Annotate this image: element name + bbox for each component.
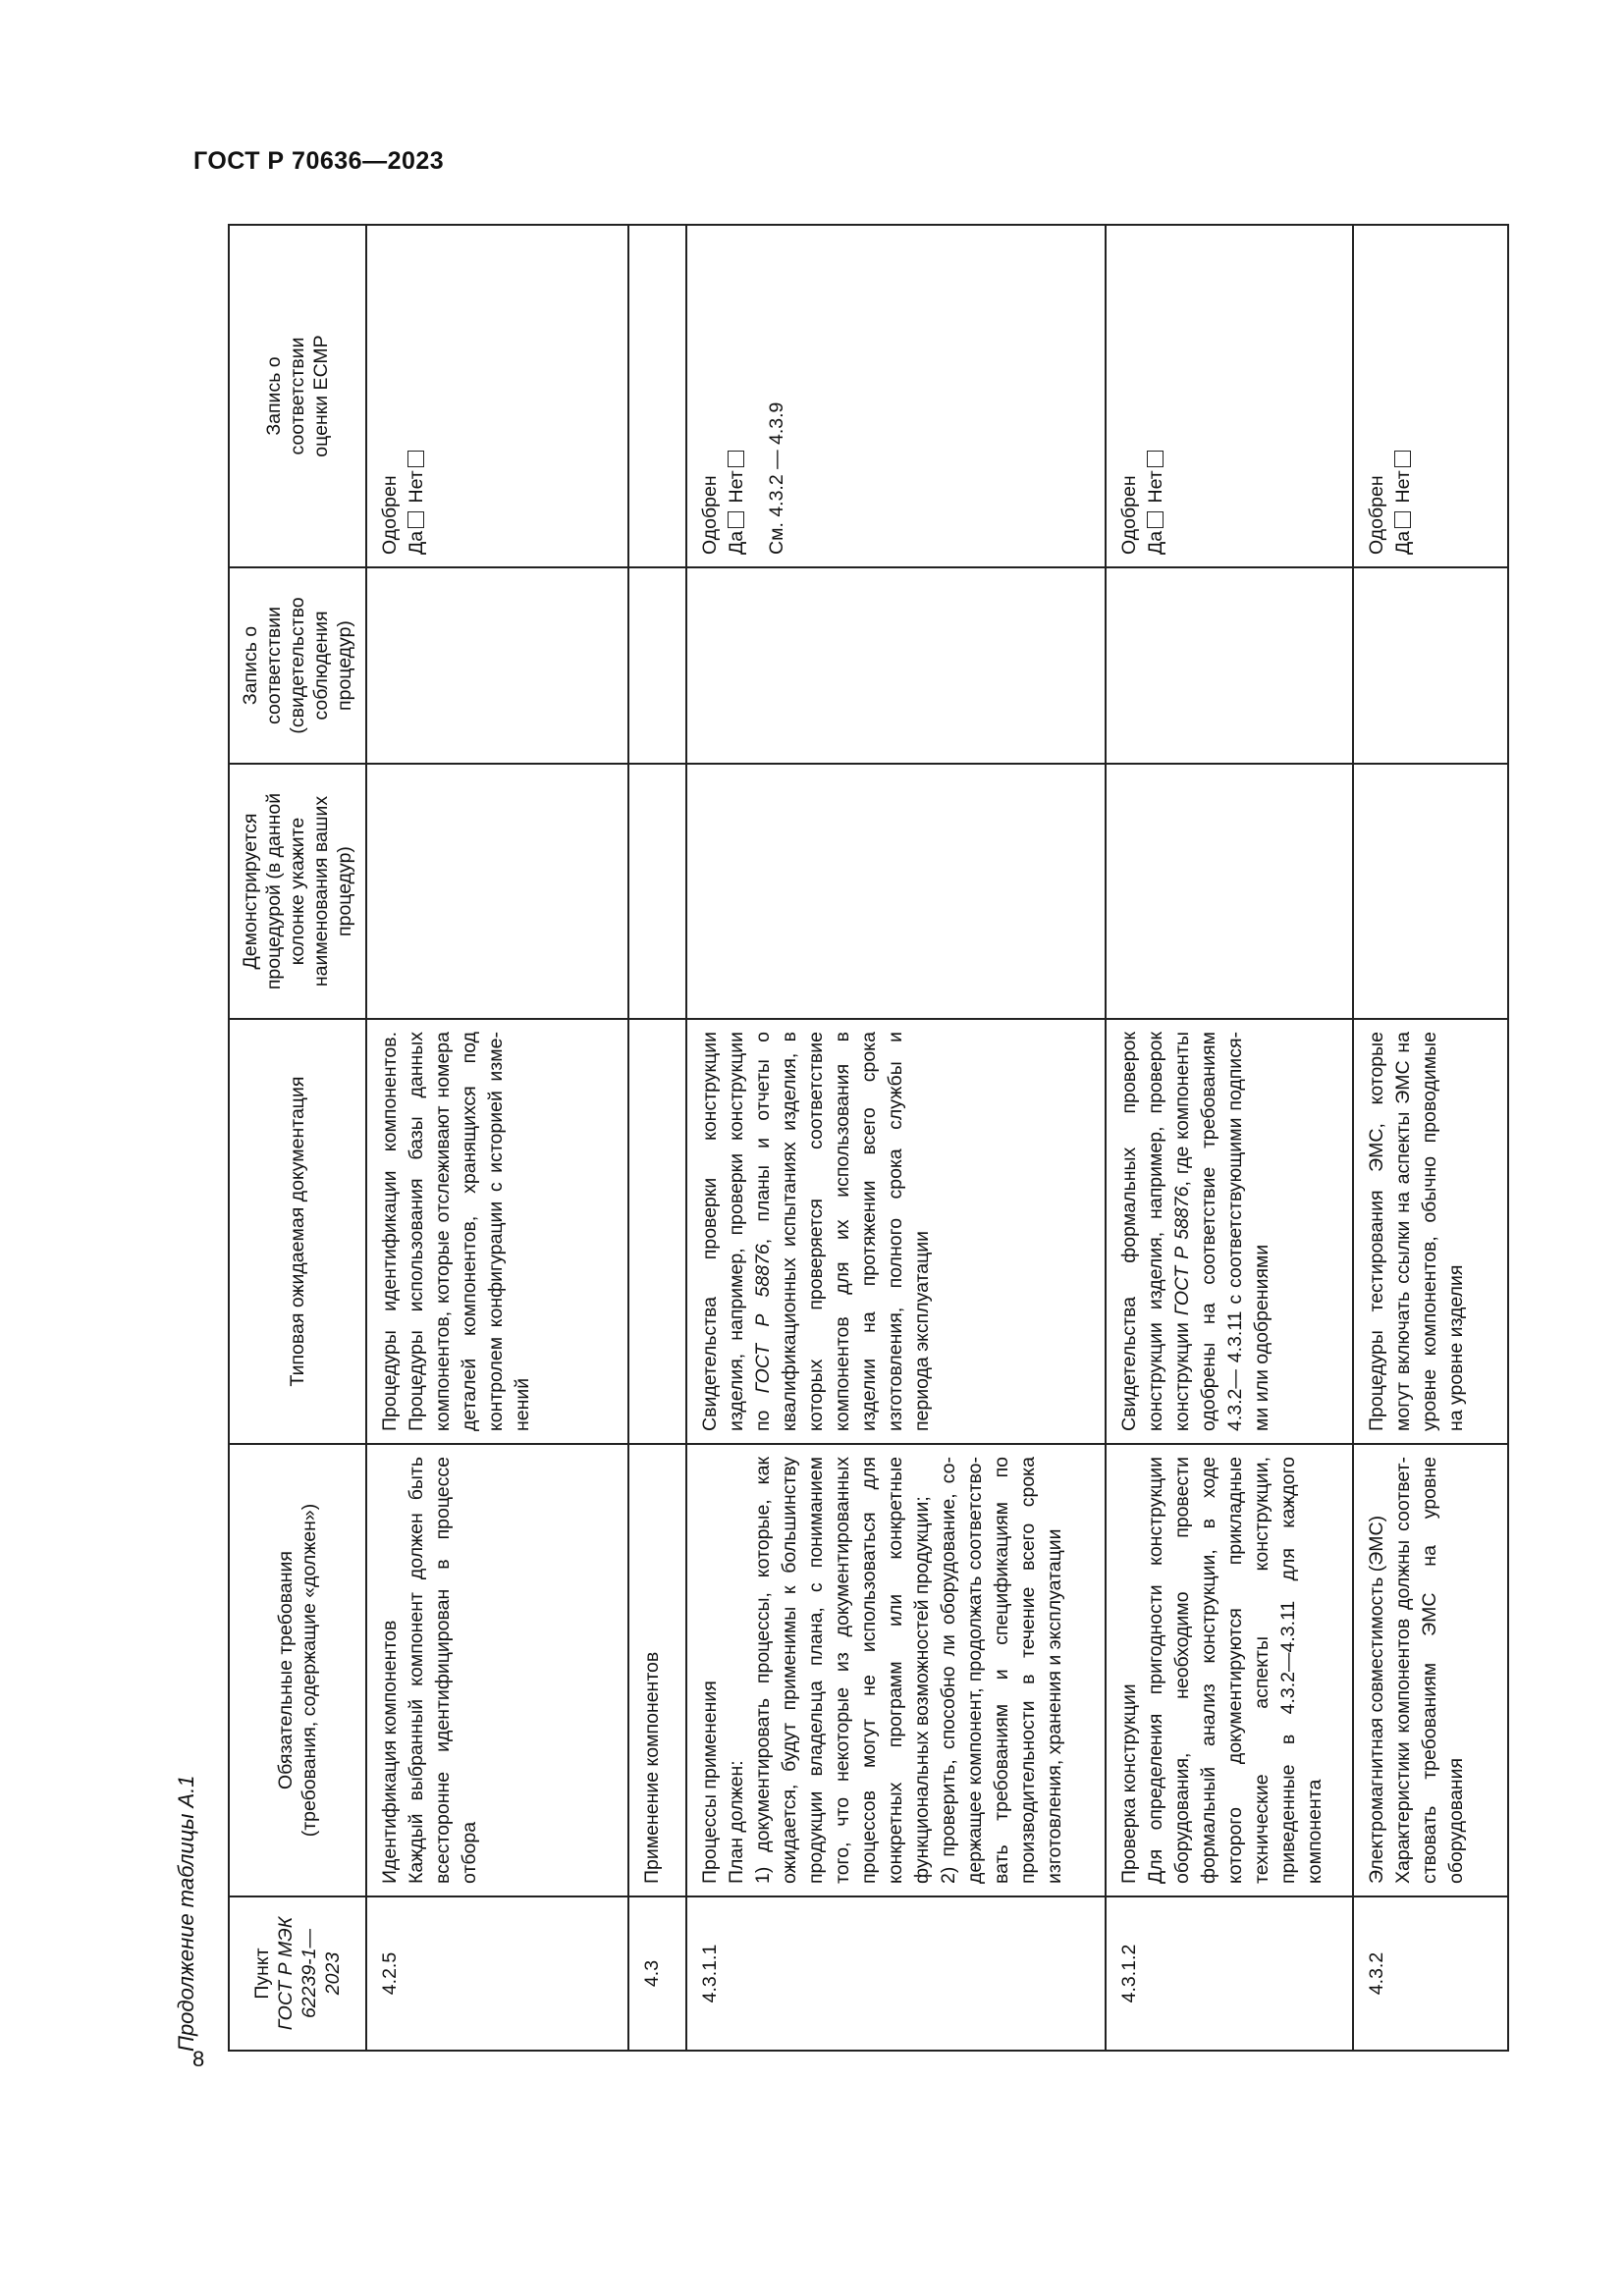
table-row: [1353, 225, 1508, 2051]
assessment-cell: [686, 225, 1106, 567]
demonstrated-cell[interactable]: [1353, 764, 1508, 1019]
compliance-cell[interactable]: [1353, 567, 1508, 764]
document-title: ГОСТ Р 70636—2023: [193, 147, 445, 175]
documentation-cell: Свидетельства проверки конструкции изделия, например, проверки конструкции по ГОСТ Р 58876, планы и отчеты о квалификационных испытаниях изделия, в которых проверяется соответствие компонентов для их использования в изделии на протяжении всего срока изготовления, полного срока службы и периода эксплуатации: [686, 1019, 1106, 1444]
no-checkbox-icon[interactable]: [1394, 451, 1411, 467]
header-requirement: Обязательные требования (требования, содержащие «должен»): [229, 1444, 366, 1896]
yes-label: Да: [1145, 530, 1166, 555]
clause-cell: 4.2.5: [366, 1896, 628, 2051]
compliance-cell[interactable]: [686, 567, 1106, 764]
yes-checkbox-icon[interactable]: [1147, 511, 1164, 528]
requirement-cell: Проверка конструкции Для определения пригодности конструкции оборудования, необходимо провести формальный анализ конструкции, в ходе которого документируются прикладные технические аспекты конструкции, приведенные в 4.3.2—4.3.11 для каждого компонента: [1106, 1444, 1353, 1896]
header-assessment: Запись о соответствии оценки ЕСМР: [229, 225, 366, 567]
no-label: Нет: [1145, 470, 1166, 504]
table-caption: Продолжение таблицы А.1: [174, 1775, 198, 2052]
documentation-cell: Процедуры тестирования ЭМС, которые могут включать ссылки на аспекты ЭМС на уровне компонентов, обычно проводимые на уровне изделия: [1353, 1019, 1508, 1444]
approved-label: Одобрен: [1366, 475, 1387, 555]
header-compliance: Запись о соответствии (свидетельство соблюдения процедур): [229, 567, 366, 764]
page-number: 8: [192, 2047, 205, 2071]
requirement-cell: Применение компонентов: [628, 1444, 686, 1896]
clause-cell: 4.3.1.1: [686, 1896, 1106, 2051]
requirement-cell: Процессы применения План должен: 1) документировать процессы, которые, как ожидается, будут применимы к большинству продукции владельца плана, с пониманием того, что некоторые из документированных процессов могут не использоваться для конкретных программ или конкретные функциональных возможностей продукции; 2) проверить, способно ли оборудование, содержащее компонент, продолжать соответствовать требованиям и спецификациям по производительности в течение всего срока изготовления, хранения и эксплуатации: [686, 1444, 1106, 1896]
no-label: Нет: [406, 470, 427, 504]
compliance-cell[interactable]: [366, 567, 628, 764]
header-clause: Пункт ГОСТ Р МЭК 62239-1— 2023: [229, 1896, 366, 2051]
no-checkbox-icon[interactable]: [407, 451, 424, 467]
demonstrated-cell: [628, 764, 686, 1019]
approved-label: Одобрен: [379, 475, 401, 555]
approved-label: Одобрен: [699, 475, 721, 555]
requirement-cell: Идентификация компонентов Каждый выбранный компонент должен быть всесторонне идентифицирован в процессе отбора: [366, 1444, 628, 1896]
yes-label: Да: [1392, 530, 1414, 555]
yes-checkbox-icon[interactable]: [407, 511, 424, 528]
table-row: [686, 225, 1106, 2051]
demonstrated-cell[interactable]: [686, 764, 1106, 1019]
documentation-cell: Свидетельства формальных проверок конструкции изделия, например, проверок конструкции ГОСТ Р 58876, где компоненты одобрены на соответствие требованиям 4.3.2— 4.3.11 с соответствующими подписями или одобрениями: [1106, 1019, 1353, 1444]
demonstrated-cell[interactable]: [1106, 764, 1353, 1019]
assessment-cell: [1106, 225, 1353, 567]
header-demonstrated: Демонстрируется процедурой (в данной колонке укажите наименования ваших процедур): [229, 764, 366, 1019]
compliance-cell: [628, 567, 686, 764]
cross-reference: См. 4.3.2 — 4.3.9: [766, 401, 787, 555]
header-documentation: Типовая ожидаемая документация: [229, 1019, 366, 1444]
documentation-cell: [628, 1019, 686, 1444]
rotated-table-region: [172, 226, 1481, 2052]
demonstrated-cell[interactable]: [366, 764, 628, 1019]
no-checkbox-icon[interactable]: [728, 451, 744, 467]
no-label: Нет: [726, 470, 747, 504]
table-row: [1106, 225, 1353, 2051]
clause-cell: 4.3: [628, 1896, 686, 2051]
requirement-cell: Электромагнитная совместимость (ЭМС) Характеристики компонентов должны соответствовать требованиям ЭМС на уровне оборудования: [1353, 1444, 1508, 1896]
assessment-cell: [628, 225, 686, 567]
documentation-cell: Процедуры идентификации компонентов. Процедуры использования базы данных компонентов, которые отслеживают номера деталей компонентов, хранящихся под контролем конфигурации с историей изменений: [366, 1019, 628, 1444]
clause-cell: 4.3.2: [1353, 1896, 1508, 2051]
table-row: [628, 225, 686, 2051]
table-row: [366, 225, 628, 2051]
yes-label: Да: [406, 530, 427, 555]
assessment-cell: [1353, 225, 1508, 567]
no-label: Нет: [1392, 470, 1414, 504]
yes-checkbox-icon[interactable]: [728, 511, 744, 528]
table-header-row: [229, 225, 366, 2051]
yes-checkbox-icon[interactable]: [1394, 511, 1411, 528]
assessment-cell: [366, 225, 628, 567]
compliance-cell[interactable]: [1106, 567, 1353, 764]
requirements-table: [228, 224, 1509, 2052]
no-checkbox-icon[interactable]: [1147, 451, 1164, 467]
clause-cell: 4.3.1.2: [1106, 1896, 1353, 2051]
yes-label: Да: [726, 530, 747, 555]
rotated-table-content: [172, 226, 1481, 2052]
approved-label: Одобрен: [1118, 475, 1140, 555]
